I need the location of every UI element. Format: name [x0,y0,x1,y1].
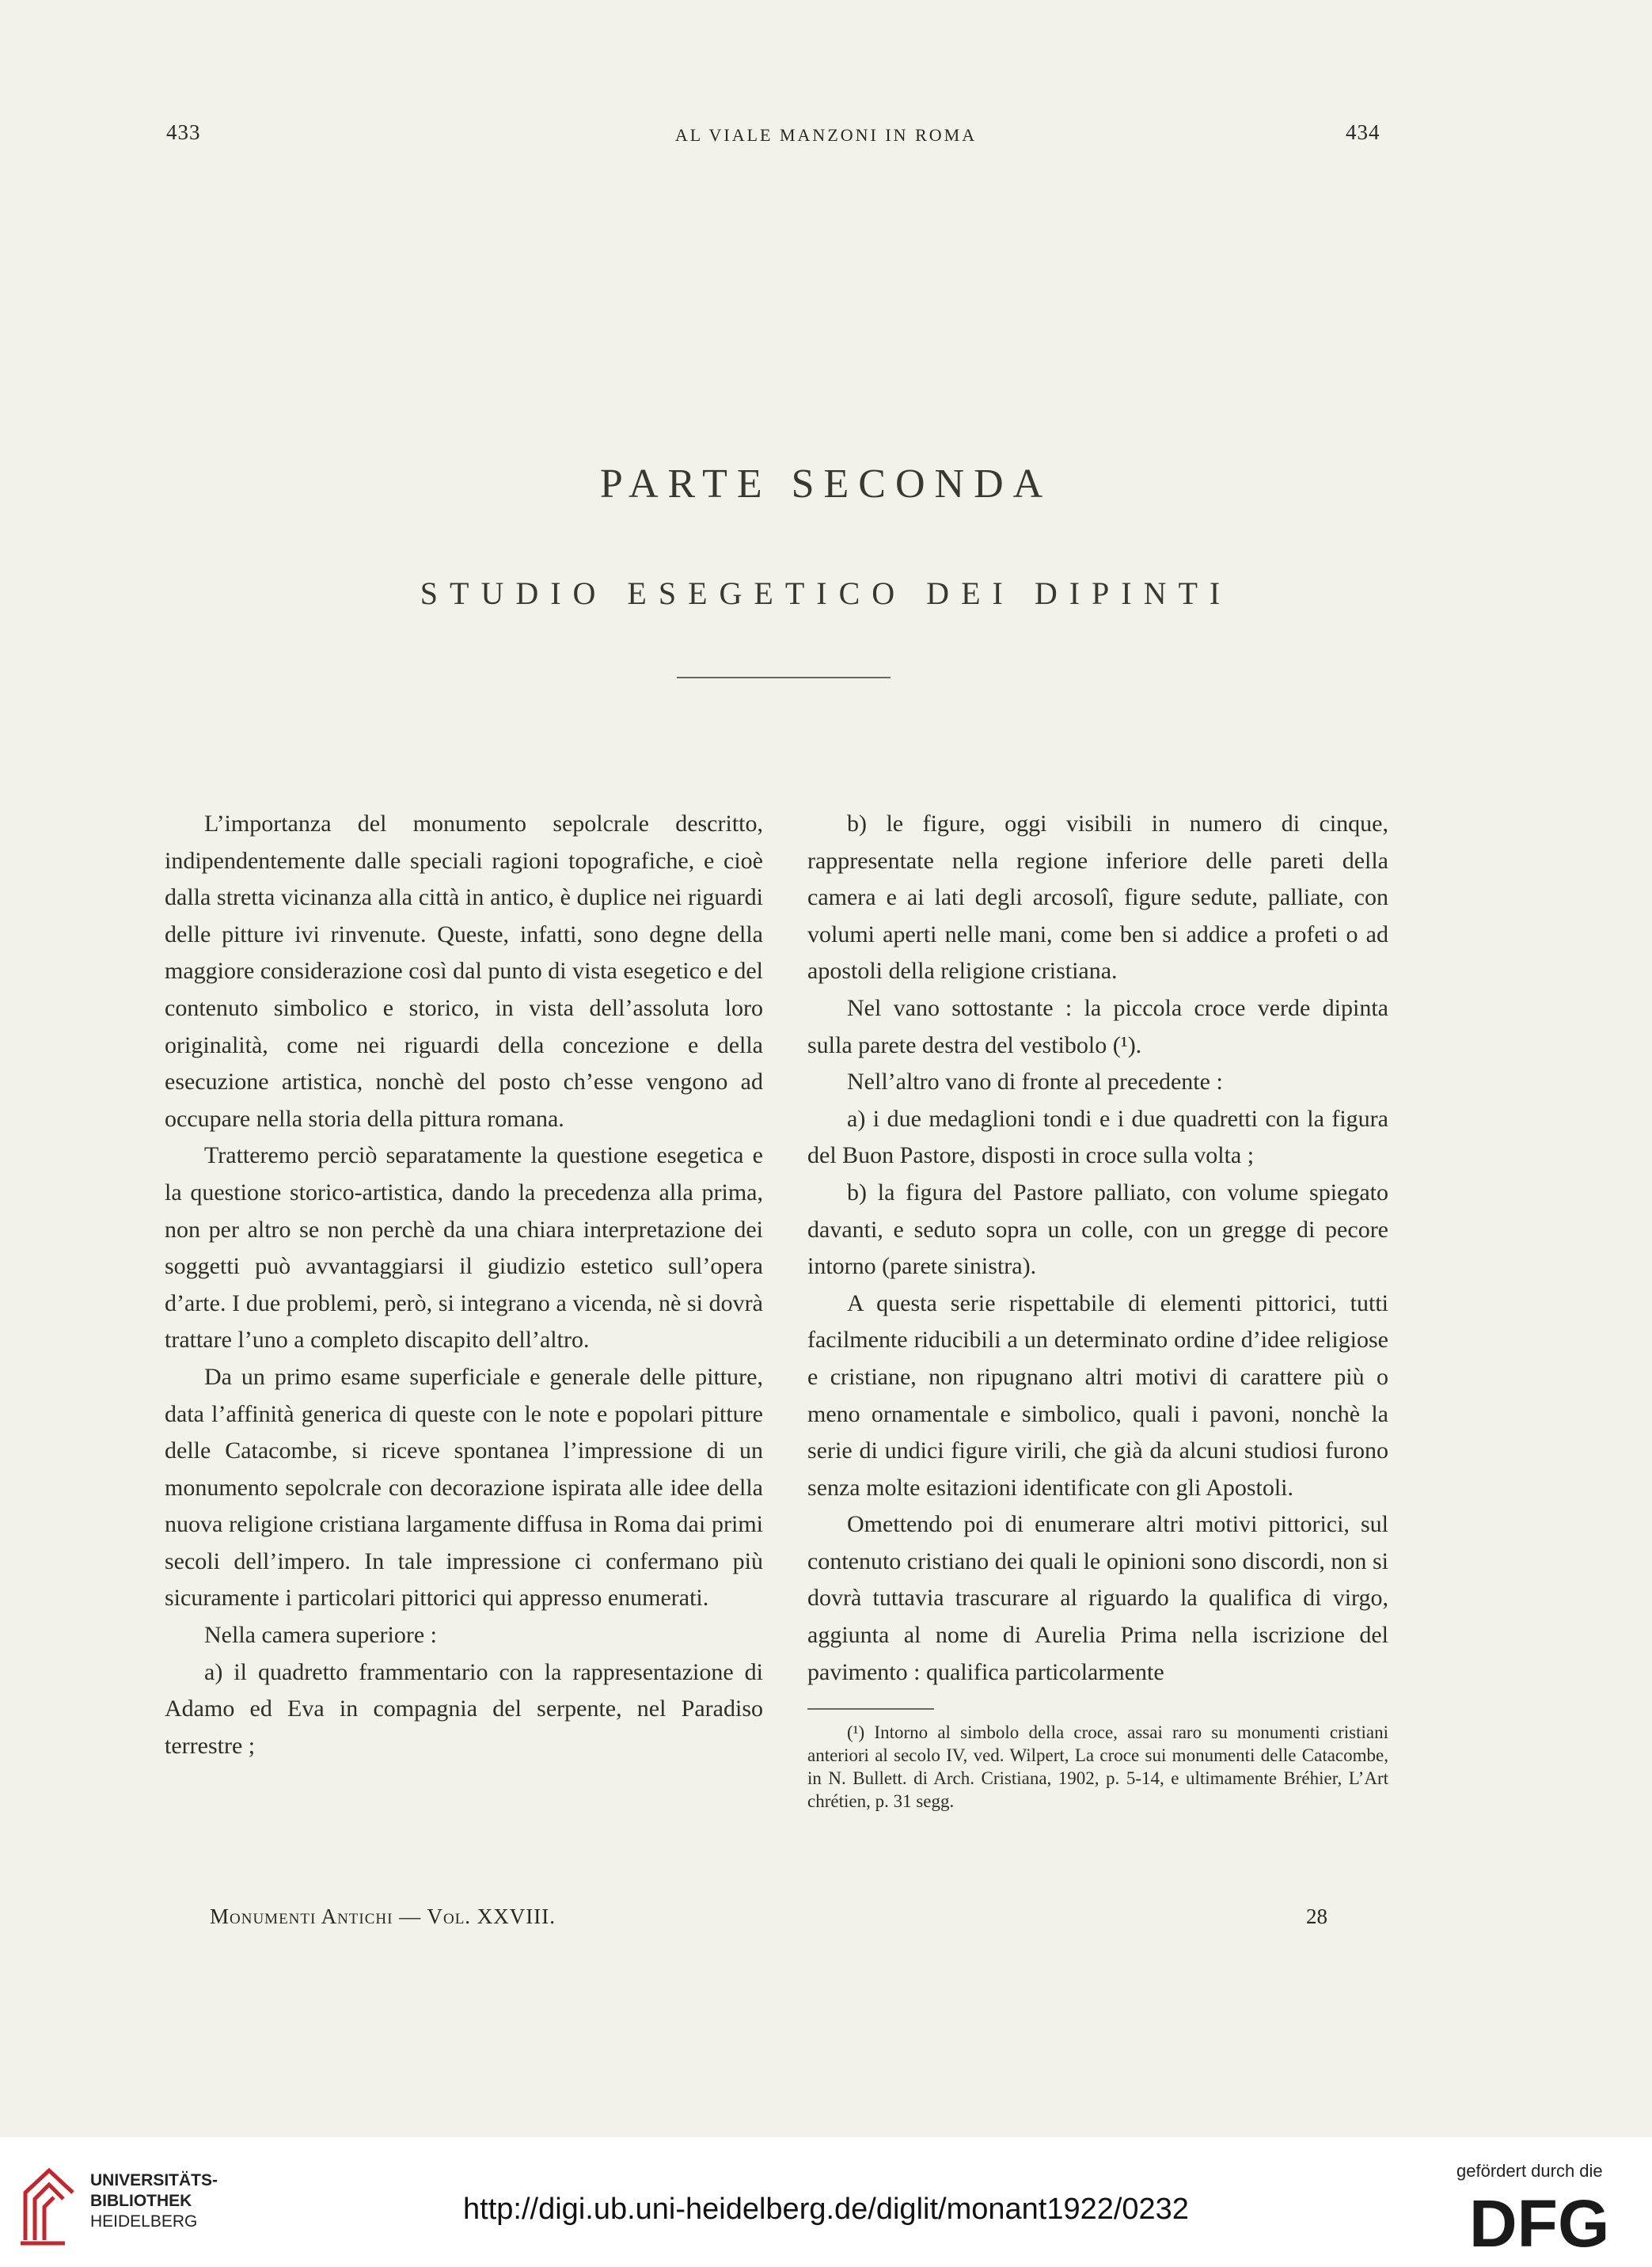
library-line: UNIVERSITÄTS- [90,2171,218,2189]
library-line: HEIDELBERG [90,2212,198,2231]
page-number-right: 434 [1346,120,1380,144]
digitization-bar [0,2137,1652,2267]
left-column [165,806,763,1764]
paragraph: Nell’altro vano di fronte al precedente : [847,1069,1223,1096]
right-column [807,806,1388,1813]
footnote-divider [807,1708,934,1710]
page-number-left: 433 [166,120,201,144]
signature-mark: 28 [1306,1904,1327,1928]
running-title: AL VIALE MANZONI IN ROMA [674,125,978,145]
paragraph: Nel vano sottostante : la piccola croce verde dipinta sulla parete destra del vestibolo (¹). [807,994,1388,1058]
paragraph: b) le figure, oggi visibili in numero di cinque, rappresentate nella regione inferiore delle pareti della camera e ai lati degli arcosolî, figure sedute, palliate, con volumi aperti nelle mani, come ben si addice a profeti o ad apostoli della religione cristiana. [807,811,1388,985]
paragraph: a) il quadretto frammentario con la rappresentazione di Adamo ed Eva in compagnia del serpente, nel Paradiso terrestre ; [165,1658,763,1759]
paragraph: Da un primo esame superficiale e generale delle pitture, data l’affinità generica di queste con le note e popolari pitture delle Catacombe, si riceve spontanea l’impressione di un monumento sepolcrale con decorazione ispirata alle idee della nuova religione cristiana largamente diffusa in Roma dai primi secoli dell’impero. In tale impressione ci confermano più sicuramente i particolari pittorici qui appresso enumerati. [165,1363,763,1612]
paragraph: L’importanza del monumento sepolcrale descritto, indipendentemente dalle speciali ragioni topografiche, e cioè dalla stretta vicinanza alla città in antico, è duplice nei riguardi delle pitture ivi rinvenute. Queste, infatti, sono degne della maggiore considerazione così dal punto di vista esegetico e del contenuto simbolico e storico, in vista dell’assoluta loro originalità, come nei riguardi della concezione e della esecuzione artistica, nonchè del posto ch’esse vengono ad occupare nella storia della pittura romana. [165,811,763,1132]
paragraph: Omettendo poi di enumerare altri motivi pittorici, sul contenuto cristiano dei quali le opinioni sono discordi, non si dovrà tuttavia trascurare al riguardo la qualifica di virgo, aggiunta al nome di Aurelia Prima nella iscrizione del pavimento : qualifica particolarmente [807,1511,1388,1685]
paragraph: Nella camera superiore : [204,1622,438,1649]
title-divider [677,677,891,678]
paragraph: b) la figura del Pastore palliato, con volume spiegato davanti, e seduto sopra un colle, con un gregge di pecore intorno (parete sinistra). [807,1179,1388,1280]
footnote: (¹) Intorno al simbolo della croce, assai raro su monumenti cristiani anteriori al secolo IV, ved. Wilpert, La croce sui monumenti delle Catacombe, in N. Bullett. di Arch. Cristiana, 1902, p. 5-14, e ultimamente Bréhier, L’Art chrétien, p. 31 segg. [807,1722,1388,1812]
sponsor-logo-text: DFG [1469,2193,1610,2253]
sponsor-caption: gefördert durch die [1456,2161,1603,2181]
library-line: BIBLIOTHEK [90,2192,192,2210]
dfg-logo-icon[interactable] [1469,2193,1627,2253]
paragraph: A questa serie rispettabile di elementi pittorici, tutti facilmente riducibili a un determinato ordine d’idee religiose e cristiane, non ripugnano altri motivi di carattere più o meno ornamentale e simbolico, quali i pavoni, nonchè la serie di undici figure virili, che già da alcuni studiosi furono senza molte esitazioni identificate con gli Apostoli. [807,1289,1388,1501]
paragraph: Tratteremo perciò separatamente la questione esegetica e la questione storico-artistica, dando la precedenza alla prima, non per altro se non perchè da una chiara interpretazione dei soggetti può avvantaggiarsi il giudizio estetico sull’opera d’arte. I due problemi, però, si integrano a vicenda, nè si dovrà trattare l’uno a completo discapito dell’altro. [165,1142,763,1354]
section-subtitle: STUDIO ESEGETICO DEI DIPINTI [420,575,1232,611]
paragraph: a) i due medaglioni tondi e i due quadretti con la figura del Buon Pastore, disposti in croce sulla volta ; [807,1105,1388,1169]
section-title: PARTE SECONDA [599,461,1053,507]
permalink-url[interactable]: http://digi.ub.uni-heidelberg.de/diglit/monant1922/0232 [463,2193,1189,2226]
journal-footer: Monumenti Antichi — Vol. XXVIII. [210,1904,556,1928]
